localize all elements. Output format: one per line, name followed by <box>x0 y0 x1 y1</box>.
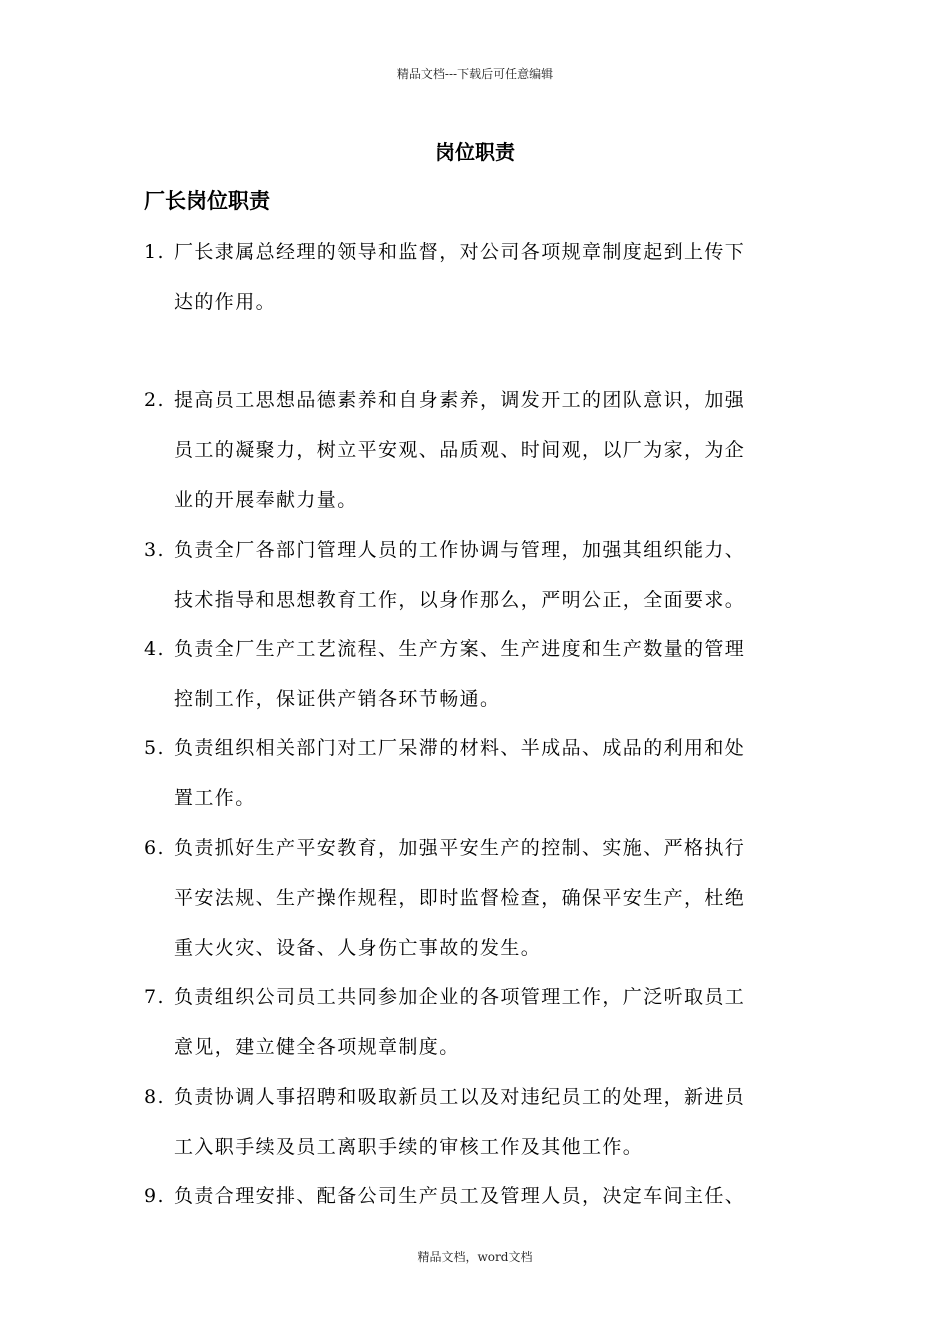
item-line: 负责组织公司员工共同参加企业的各项管理工作，广泛听取员工 <box>174 986 746 1008</box>
item-number: 4. <box>144 638 165 660</box>
item-number: 8. <box>144 1086 165 1108</box>
item-line: 员工的凝聚力，树立平安观、品质观、时间观，以厂为家，为企 <box>174 439 746 461</box>
item-line: 提高员工思想品德素养和自身素养，调发开工的团队意识，加强 <box>174 389 746 411</box>
item-number: 9. <box>144 1185 165 1207</box>
item-number: 5. <box>144 737 165 759</box>
item-line: 负责全厂各部门管理人员的工作协调与管理，加强其组织能力、 <box>174 539 746 561</box>
list-item <box>144 227 806 327</box>
section-title: 厂长岗位职责 <box>144 189 270 213</box>
item-line: 意见，建立健全各项规章制度。 <box>174 1036 460 1058</box>
item-line: 业的开展奉献力量。 <box>174 489 358 511</box>
list-item <box>144 624 806 724</box>
item-line: 技术指导和思想教育工作，以身作那么，严明公正，全面要求。 <box>174 589 746 611</box>
list-item <box>144 525 806 625</box>
page-header: 精品文档---下载后可任意编辑 <box>396 67 554 81</box>
document-title: 岗位职责 <box>435 140 515 164</box>
item-line: 平安法规、生产操作规程，即时监督检查，确保平安生产，杜绝 <box>174 887 746 909</box>
item-line: 工入职手续及员工离职手续的审核工作及其他工作。 <box>174 1136 644 1158</box>
list-item <box>144 823 806 973</box>
list-item <box>144 972 806 1072</box>
list-item <box>144 1072 806 1172</box>
item-number: 6. <box>144 837 165 859</box>
item-line: 重大火灾、设备、人身伤亡事故的发生。 <box>174 937 542 959</box>
item-number: 1. <box>144 241 165 263</box>
list-item <box>144 1171 806 1221</box>
item-line: 负责组织相关部门对工厂呆滞的材料、半成品、成品的利用和处 <box>174 737 746 759</box>
item-number: 3. <box>144 539 165 561</box>
item-line: 负责抓好生产平安教育，加强平安生产的控制、实施、严格执行 <box>174 837 746 859</box>
item-line: 置工作。 <box>174 787 256 809</box>
item-number: 7. <box>144 986 165 1008</box>
item-line: 达的作用。 <box>174 291 277 313</box>
item-line: 负责全厂生产工艺流程、生产方案、生产进度和生产数量的管理 <box>174 638 746 660</box>
item-line: 控制工作，保证供产销各环节畅通。 <box>174 688 501 710</box>
item-number: 2. <box>144 389 165 411</box>
item-line: 负责合理安排、配备公司生产员工及管理人员，决定车间主任、 <box>174 1185 746 1207</box>
list-item <box>144 723 806 823</box>
page-footer: 精品文档，word文档 <box>417 1250 533 1264</box>
item-line: 负责协调人事招聘和吸取新员工以及对违纪员工的处理，新进员 <box>174 1086 746 1108</box>
item-line: 厂长隶属总经理的领导和监督，对公司各项规章制度起到上传下 <box>174 241 746 263</box>
list-item <box>144 375 806 525</box>
